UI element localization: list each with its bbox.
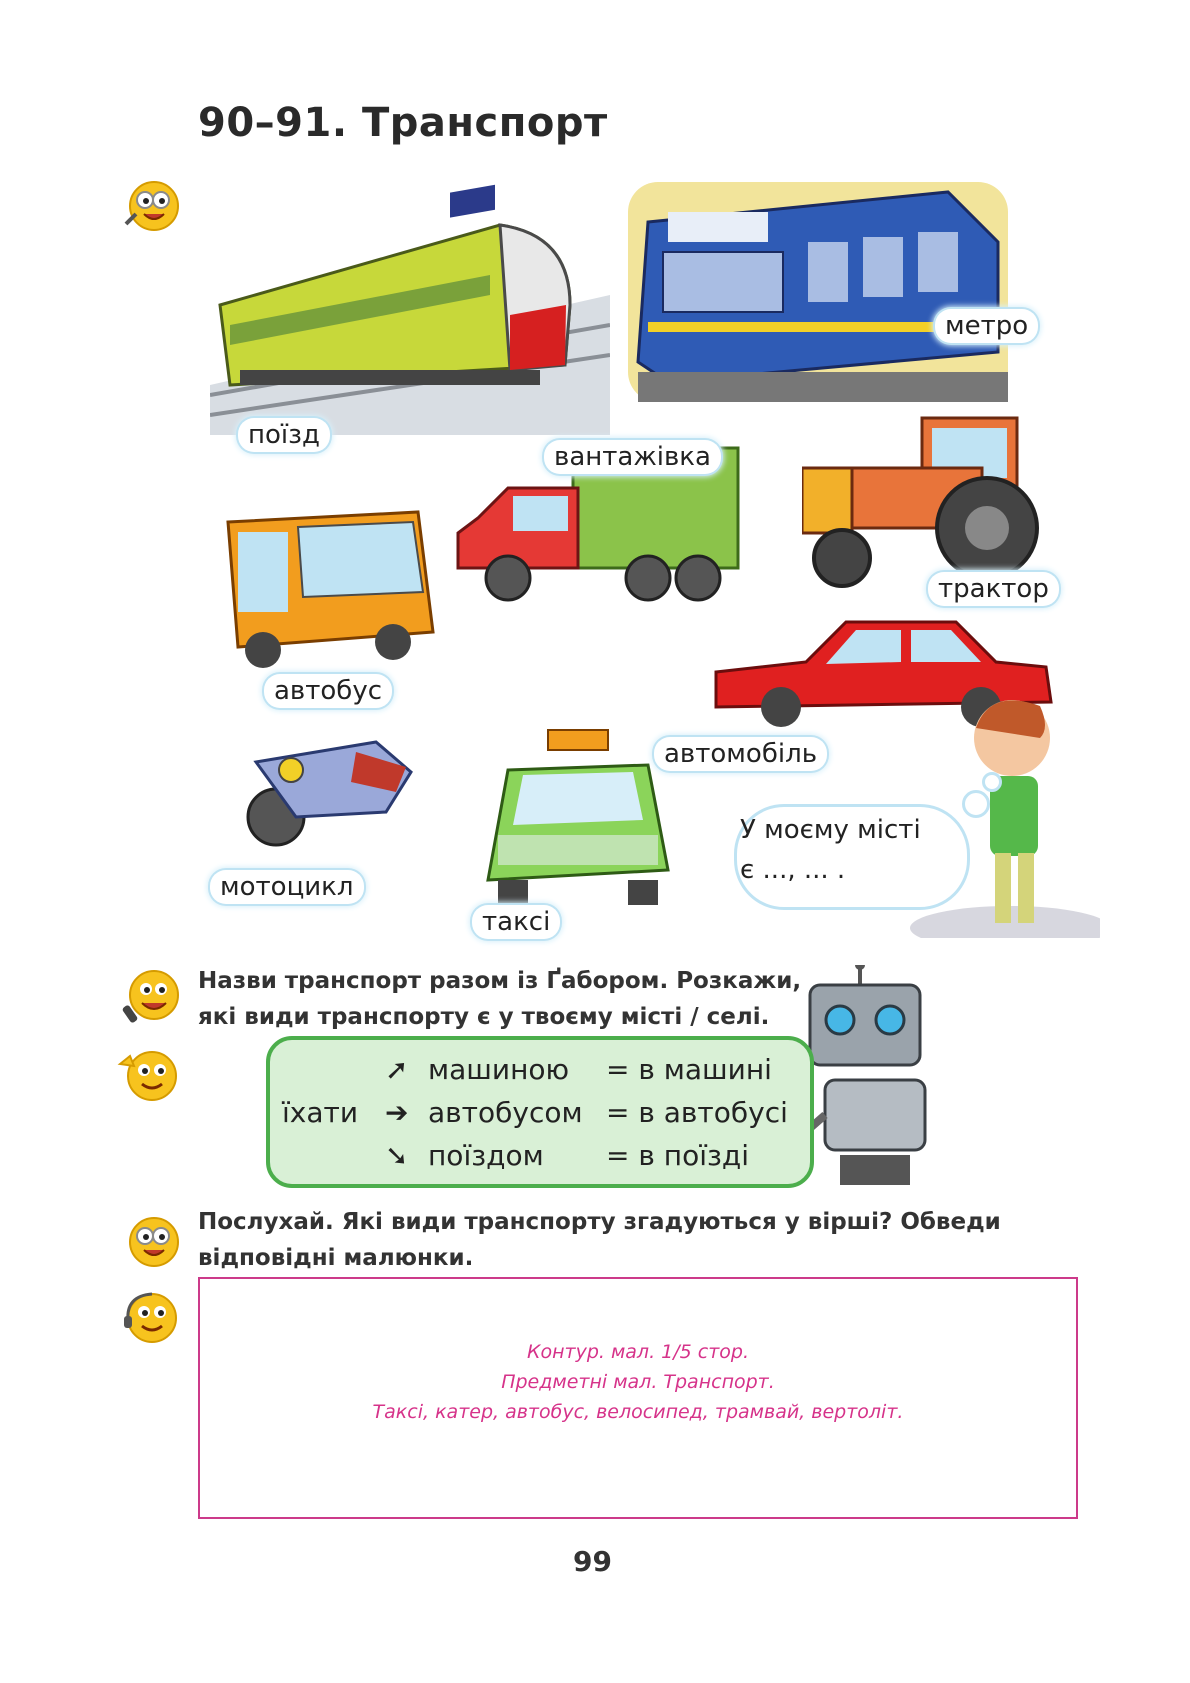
magnifier-smiley-icon — [116, 1210, 180, 1274]
arrow-up-right-icon: ➚ — [385, 1053, 409, 1086]
metro-illustration — [628, 182, 1008, 402]
placeholder-line-1: Контур. мал. 1/5 стор. — [526, 1341, 750, 1363]
thought-bubble-dot — [982, 772, 1002, 792]
grammar-box — [266, 1036, 814, 1188]
motorcycle-illustration — [236, 722, 416, 852]
image-placeholder-box — [198, 1277, 1078, 1519]
label-bus: автобус — [264, 674, 392, 708]
tractor-illustration — [802, 408, 1052, 598]
label-car: автомобіль — [654, 737, 827, 771]
grammar-equals: = в поїзді — [606, 1139, 750, 1172]
task-1-line-2: які види транспорту є у твоєму місті / селі. — [198, 1004, 770, 1030]
grammar-form: поїздом — [428, 1139, 544, 1172]
placeholder-line-2: Предметні мал. Транспорт. — [501, 1371, 775, 1393]
microphone-smiley-icon — [116, 965, 180, 1029]
speech-line-2: є ..., ... . — [740, 855, 846, 885]
pointing-smiley-icon — [114, 1042, 178, 1106]
task-1-line-1: Назви транспорт разом із Ґабором. Розкажи, — [198, 968, 802, 994]
label-metro: метро — [935, 309, 1038, 343]
grammar-verb: їхати — [282, 1096, 359, 1129]
arrow-down-right-icon: ➘ — [385, 1139, 409, 1172]
robot-illustration — [790, 965, 970, 1190]
label-tractor: трактор — [928, 572, 1059, 606]
label-taxi: таксі — [472, 905, 560, 939]
grammar-equals: = в автобусі — [606, 1096, 788, 1129]
label-truck: вантажівка — [544, 440, 721, 474]
grammar-form: автобусом — [428, 1096, 583, 1129]
magnifier-smiley-icon — [118, 172, 182, 236]
placeholder-line-3: Таксі, катер, автобус, велосипед, трамвай, вертоліт. — [372, 1401, 904, 1423]
task-2-line-2: відповідні малюнки. — [198, 1245, 474, 1271]
speech-line-1: У моєму місті — [740, 815, 921, 845]
page-number: 99 — [573, 1545, 612, 1578]
headphones-smiley-icon — [116, 1286, 180, 1350]
bus-illustration — [218, 502, 458, 672]
thought-bubble-dot — [962, 790, 990, 818]
task-2-line-1: Послухай. Які види транспорту згадуються у вірші? Обведи — [198, 1209, 1001, 1235]
grammar-equals: = в машині — [606, 1053, 772, 1086]
label-train: поїзд — [238, 418, 330, 452]
page-title: 90–91. Транспорт — [198, 100, 608, 146]
train-illustration — [210, 165, 610, 435]
grammar-form: машиною — [428, 1053, 570, 1086]
label-motorcycle: мотоцикл — [210, 870, 364, 904]
taxi-illustration — [478, 720, 678, 910]
arrow-right-icon: ➔ — [385, 1096, 409, 1129]
